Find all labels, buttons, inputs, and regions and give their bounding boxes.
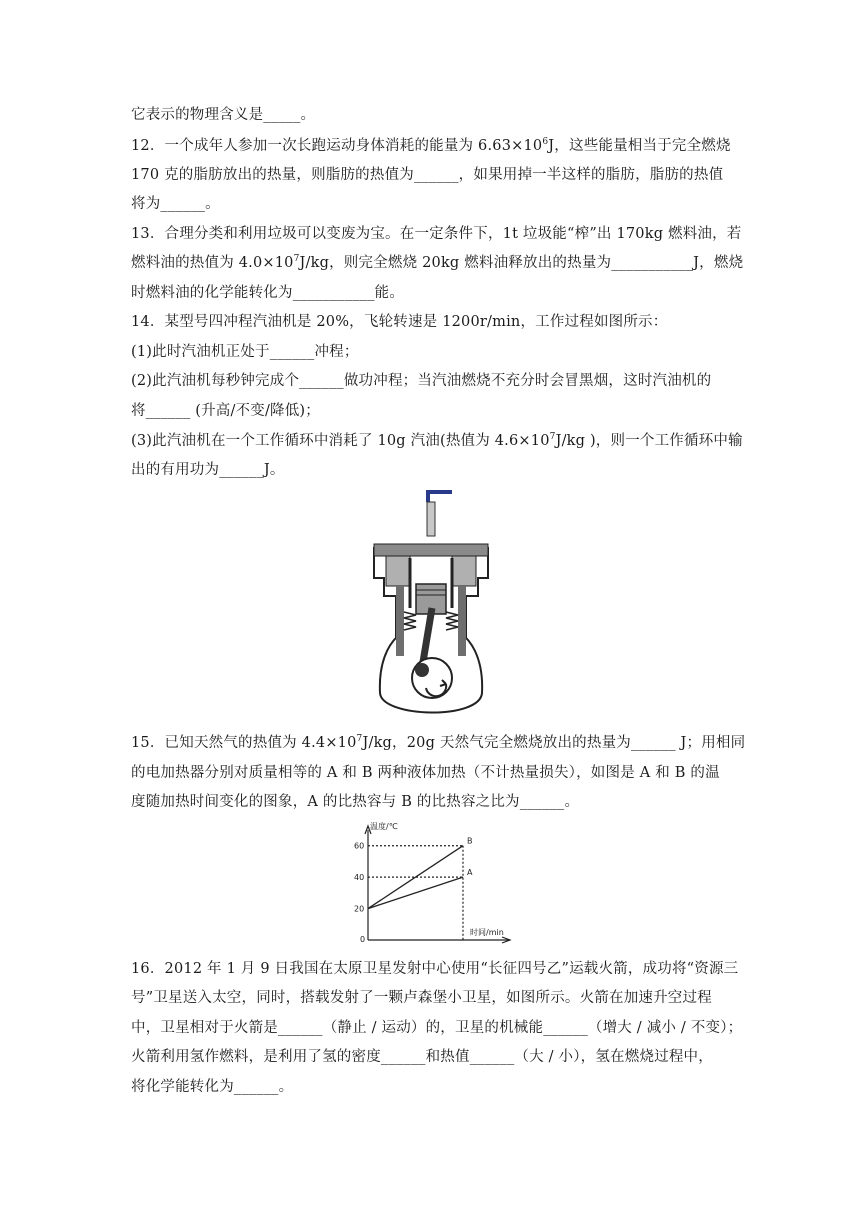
q14-line-2: (1)此时汽油机正处于______冲程； bbox=[131, 344, 359, 360]
y-tick-label-20: 20 bbox=[354, 904, 365, 914]
q15-line-2: 的电加热器分别对质量相等的 A 和 B 两种液体加热（不计热量损失），如图是 A 和 B 的温 bbox=[131, 765, 720, 781]
q12-line-2: 170 克的脂肪放出的热量，则脂肪的热值为______，如果用掉一半这样的脂肪，脂肪的热值 bbox=[131, 167, 724, 183]
q12-exponent: 6 bbox=[542, 137, 549, 147]
cylinder-wall-right bbox=[458, 586, 466, 656]
series-label-B: B bbox=[467, 836, 473, 846]
q14-line-5-text-b: J/kg )，则一个工作循环中输 bbox=[555, 433, 743, 449]
q15-line-1 bbox=[131, 733, 745, 753]
cylinder-wall-left bbox=[396, 586, 404, 656]
origin-label: 0 bbox=[360, 935, 366, 944]
q14-line-4: 将______ (升高/不变/降低)； bbox=[131, 403, 320, 419]
y-tick-label-60: 60 bbox=[354, 841, 365, 851]
temperature-chart bbox=[350, 820, 520, 944]
q12-line-1 bbox=[131, 136, 731, 156]
y-axis-label: 温度/℃ bbox=[370, 822, 398, 831]
q15-line-3: 度随加热时间变化的图象，A 的比热容与 B 的比热容之比为______。 bbox=[131, 794, 580, 810]
q13-line-3: 时燃料油的化学能转化为___________能。 bbox=[131, 285, 405, 301]
q15-exponent: 7 bbox=[356, 734, 363, 744]
x-axis-label: 时间/min bbox=[470, 928, 504, 937]
crank-pin bbox=[415, 663, 429, 677]
q16-line-2: 号”卫星送入太空，同时，搭载发射了一颗卢森堡小卫星，如图所示。火箭在加速升空过程 bbox=[131, 990, 712, 1006]
exhaust-chamber bbox=[452, 556, 476, 586]
q16-line-5: 将化学能转化为______。 bbox=[131, 1079, 294, 1095]
q13-line-2-text-a: 燃料油的热值为 4.0×10 bbox=[131, 255, 294, 271]
q13-line-2-text-b: J/kg，则完全燃烧 20kg 燃料油释放出的热量为___________J，燃烧 bbox=[299, 255, 744, 271]
spark-plug-wire bbox=[426, 490, 430, 502]
engine-diagram bbox=[366, 488, 496, 724]
series-line-A bbox=[368, 877, 463, 908]
q14-line-5-text-a: (3)此汽油机在一个工作循环中消耗了 10g 汽油(热值为 4.6×10 bbox=[131, 433, 550, 449]
temperature-chart-svg bbox=[350, 820, 520, 944]
q14-exponent: 7 bbox=[549, 432, 556, 442]
q16-line-3: 中，卫星相对于火箭是______（静止 / 运动）的，卫星的机械能______（增大 / 减小 / 不变）； bbox=[131, 1020, 743, 1036]
y-tick-label-40: 40 bbox=[354, 873, 365, 883]
q12-line-1-text-b: J，这些能量相当于完全燃烧 bbox=[548, 138, 731, 154]
q14-line-5 bbox=[131, 431, 743, 451]
q14-line-3: (2)此汽油机每秒钟完成个______做功冲程；当汽油燃烧不充分时会冒黑烟，这时汽油机的 bbox=[131, 373, 712, 389]
q11-line-1: 它表示的物理含义是_____。 bbox=[131, 107, 316, 123]
q15-line-1-text-a: 15．已知天然气的热值为 4.4×10 bbox=[131, 735, 357, 751]
q13-line-1: 13．合理分类和利用垃圾可以变废为宝。在一定条件下，1t 垃圾能“榨”出 170kg 燃料油，若 bbox=[131, 226, 742, 242]
q13-line-2 bbox=[131, 253, 743, 273]
q15-line-1-text-b: J/kg，20g 天然气完全燃烧放出的热量为______ J；用相同 bbox=[362, 735, 746, 751]
intake-chamber bbox=[386, 556, 410, 586]
q12-line-1-text-a: 12．一个成年人参加一次长跑运动身体消耗的能量为 6.63×10 bbox=[131, 138, 543, 154]
spark-plug-body bbox=[427, 502, 435, 536]
q14-line-6: 出的有用功为______J。 bbox=[131, 462, 285, 478]
q16-line-4: 火箭利用氢作燃料，是利用了氢的密度______和热值______（大 / 小），氢在燃烧过程中， bbox=[131, 1049, 713, 1065]
engine-figure bbox=[366, 488, 496, 724]
q16-line-1: 16．2012 年 1 月 9 日我国在太原卫星发射中心使用“长征四号乙”运载火箭，成功将“资源三 bbox=[131, 961, 739, 977]
crankshaft-circle bbox=[412, 658, 452, 698]
q12-line-3: 将为______。 bbox=[131, 196, 220, 212]
cylinder-head bbox=[374, 544, 488, 556]
series-label-A: A bbox=[467, 868, 473, 878]
q13-exponent: 7 bbox=[293, 254, 300, 264]
q14-line-1: 14．某型号四冲程汽油机是 20%，飞轮转速是 1200r/min，工作过程如图所示： bbox=[131, 314, 668, 330]
